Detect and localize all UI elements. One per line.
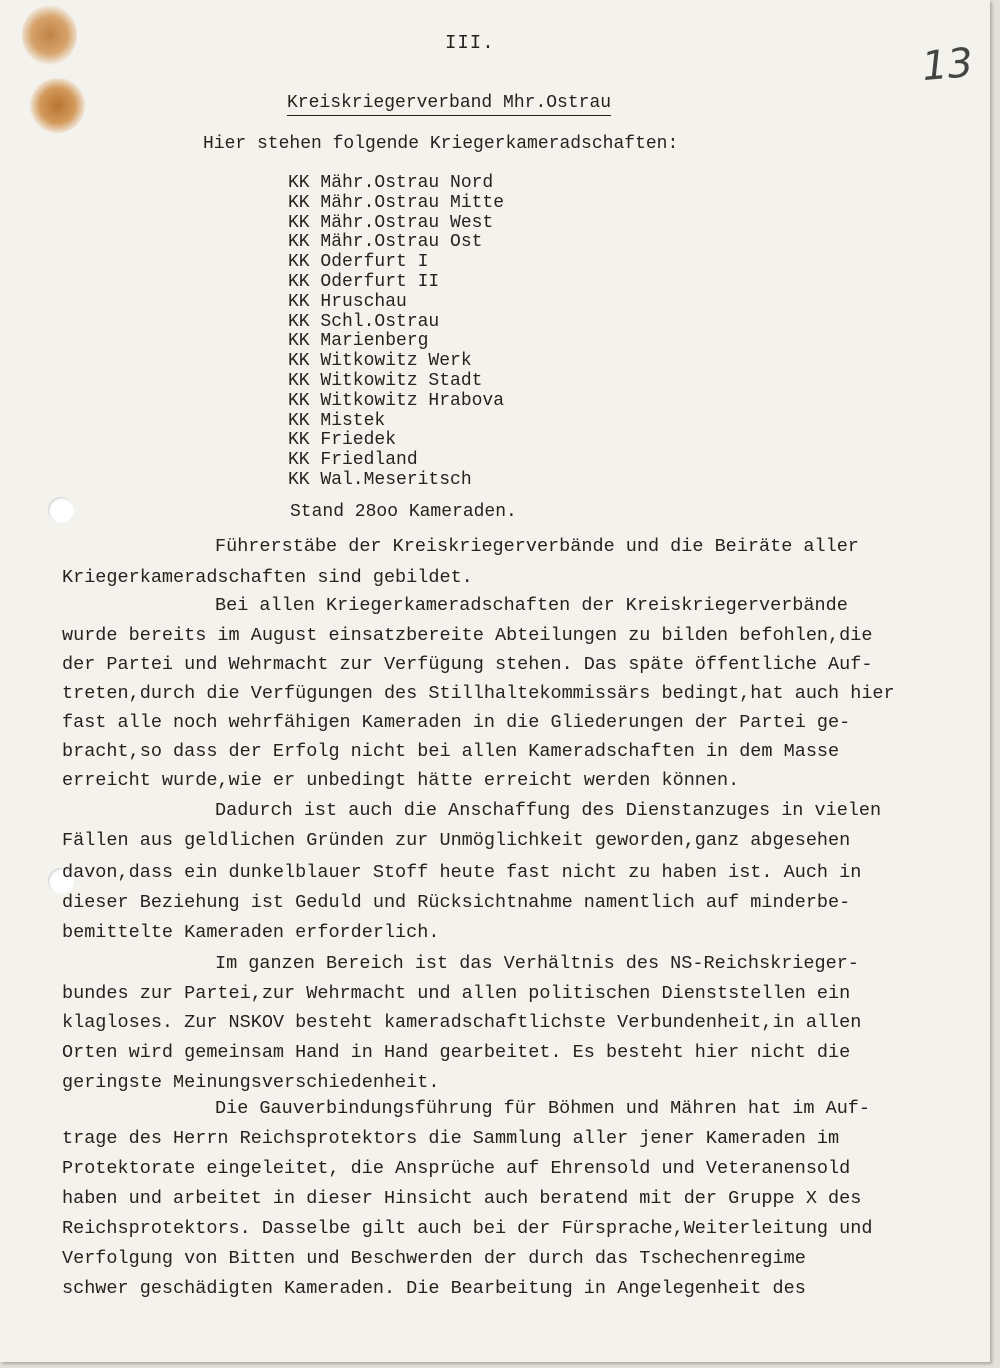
text-line: bundes zur Partei,zur Wehrmacht und allen politischen Dienststellen ein	[62, 983, 851, 1004]
text-line: trage des Herrn Reichsprotektors die Sammlung aller jener Kameraden im	[62, 1128, 840, 1149]
text-line: Dadurch ist auch die Anschaffung des Dienstanzuges in vielen	[215, 800, 882, 821]
list-item: KK Schl.Ostrau	[288, 311, 440, 332]
text-line: Verfolgung von Bitten und Beschwerden der durch das Tschechenregime	[62, 1248, 806, 1269]
text-line: bracht,so dass der Erfolg nicht bei allen Kameradschaften in dem Masse	[62, 741, 840, 762]
list-item: KK Oderfurt I	[288, 252, 429, 273]
list-item: KK Oderfurt II	[288, 271, 440, 292]
text-line: Protektorate eingeleitet, die Ansprüche auf Ehrensold und Veteranensold	[62, 1158, 851, 1179]
text-line: haben und arbeitet in dieser Hinsicht auch beratend mit der Gruppe X des	[62, 1188, 862, 1209]
list-item: KK Witkowitz Werk	[288, 351, 472, 372]
list-item: KK Witkowitz Hrabova	[288, 390, 505, 411]
list-item: KK Mistek	[288, 410, 386, 431]
intro-text: Hier stehen folgende Kriegerkameradschaften:	[203, 134, 679, 154]
text-line: Fällen aus geldlichen Gründen zur Unmöglichkeit geworden,ganz abgesehen	[62, 830, 851, 851]
list-item: KK Mähr.Ostrau West	[288, 212, 494, 233]
list-item: KK Mähr.Ostrau Ost	[288, 232, 483, 253]
list-item: KK Hruschau	[288, 291, 407, 312]
text-line: Kriegerkameradschaften sind gebildet.	[62, 567, 473, 588]
text-line: geringste Meinungsverschiedenheit.	[62, 1072, 440, 1093]
text-line: klagloses. Zur NSKOV besteht kameradschaftlichste Verbundenheit,in allen	[62, 1012, 862, 1033]
member-count: Stand 28oo Kameraden.	[290, 502, 517, 522]
text-line: wurde bereits im August einsatzbereite Abteilungen zu bilden befohlen,die	[62, 625, 873, 646]
list-item: KK Witkowitz Stadt	[288, 370, 483, 391]
text-line: Die Gauverbindungsführung für Böhmen und Mähren hat im Auf-	[215, 1098, 871, 1119]
text-line: Führerstäbe der Kreiskriegerverbände und die Beiräte aller	[215, 536, 859, 557]
text-line: treten,durch die Verfügungen des Stillhaltekommissärs bedingt,hat auch hier	[62, 683, 895, 704]
text-line: Im ganzen Bereich ist das Verhältnis des NS-Reichskrieger-	[215, 953, 859, 974]
handwritten-page-annotation: 13	[920, 39, 975, 91]
punch-hole	[48, 497, 74, 523]
text-line: Bei allen Kriegerkameradschaften der Kreiskriegerverbände	[215, 595, 848, 616]
list-item: KK Wal.Meseritsch	[288, 469, 472, 490]
list-item: KK Friedek	[288, 430, 397, 451]
text-line: fast alle noch wehrfähigen Kameraden in die Gliederungen der Partei ge-	[62, 712, 851, 733]
text-line: Reichsprotektors. Dasselbe gilt auch bei der Fürsprache,Weiterleitung und	[62, 1218, 873, 1239]
page-number: III.	[445, 32, 495, 54]
list-item: KK Marienberg	[288, 331, 429, 352]
text-line: davon,dass ein dunkelblauer Stoff heute fast nicht zu haben ist. Auch in	[62, 862, 862, 883]
text-line: schwer geschädigten Kameraden. Die Bearbeitung in Angelegenheit des	[62, 1278, 806, 1299]
rust-stain	[22, 5, 77, 65]
list-item: KK Friedland	[288, 450, 418, 471]
rust-stain	[30, 78, 85, 133]
text-line: dieser Beziehung ist Geduld und Rücksichtnahme namentlich auf minderbe-	[62, 892, 851, 913]
text-line: Orten wird gemeinsam Hand in Hand gearbeitet. Es besteht hier nicht die	[62, 1042, 851, 1063]
text-line: bemittelte Kameraden erforderlich.	[62, 922, 440, 943]
kameradschaften-list	[288, 174, 504, 491]
list-item: KK Mähr.Ostrau Mitte	[288, 192, 505, 213]
section-title: Kreiskriegerverband Mhr.Ostrau	[287, 93, 611, 116]
text-line: erreicht wurde,wie er unbedingt hätte erreicht werden können.	[62, 770, 740, 791]
text-line: der Partei und Wehrmacht zur Verfügung stehen. Das späte öffentliche Auf-	[62, 654, 873, 675]
list-item: KK Mähr.Ostrau Nord	[288, 173, 494, 193]
